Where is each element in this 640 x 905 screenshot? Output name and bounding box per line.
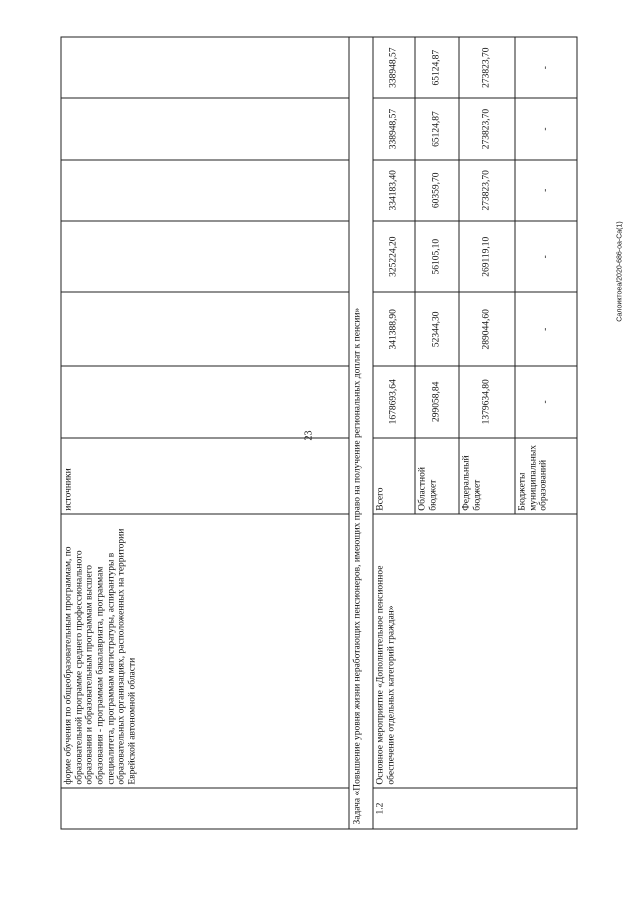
item-title: Основное мероприятие «Дополнительное пенсионное обеспечение отдельных категорий граждан» — [373, 514, 577, 788]
measure-description: форме обучения по общеобразовательным программам, по образовательной программе среднего профессионального образования и образовательным программам высшего образования - программам бакалавриата, программам специалитета, программам магистратуры, аспирантуры в образовательных организациях, расположенных на территории Еврейской автономной области — [61, 514, 349, 788]
funding-value: - — [515, 159, 577, 220]
empty-cell — [61, 159, 349, 220]
funding-value: 273823,70 — [459, 159, 515, 220]
document-code: Салоиктоеа/2020-686-оа-Ca(1) — [616, 221, 624, 322]
budget-table-container — [60, 36, 551, 829]
funding-source: Областной бюджет — [415, 437, 459, 514]
source-label: источники — [61, 437, 349, 514]
funding-value: 273823,70 — [459, 98, 515, 159]
funding-value: 56105,10 — [415, 220, 459, 292]
task-heading: Задача «Повышение уровня жизни неработающих пенсионеров, имеющих право на получение региональных доплат к пенсии» — [349, 37, 373, 829]
funding-value: 338948,57 — [373, 98, 415, 159]
table-row — [61, 37, 349, 829]
funding-value: 299058,84 — [415, 366, 459, 438]
empty-cell — [61, 292, 349, 366]
funding-value: - — [515, 220, 577, 292]
funding-source: Бюджеты муниципальных образований — [515, 437, 577, 514]
empty-cell — [61, 37, 349, 98]
page-number: 23 — [303, 430, 315, 441]
funding-value: 1678693,64 — [373, 366, 415, 438]
funding-value: 273823,70 — [459, 37, 515, 98]
funding-value: 269119,10 — [459, 220, 515, 292]
table-row — [373, 37, 415, 829]
budget-table — [60, 36, 577, 829]
funding-value: 52344,30 — [415, 292, 459, 366]
empty-cell — [61, 220, 349, 292]
funding-value: 334183,40 — [373, 159, 415, 220]
empty-cell — [61, 788, 349, 829]
funding-value: 65124,87 — [415, 37, 459, 98]
funding-value: 65124,87 — [415, 98, 459, 159]
funding-value: 338948,57 — [373, 37, 415, 98]
funding-value: - — [515, 37, 577, 98]
funding-value: 60359,70 — [415, 159, 459, 220]
funding-value: 325224,20 — [373, 220, 415, 292]
funding-value: - — [515, 292, 577, 366]
funding-source: Федеральный бюджет — [459, 437, 515, 514]
empty-cell — [61, 98, 349, 159]
task-row — [349, 37, 373, 829]
funding-value: - — [515, 98, 577, 159]
item-number: 1.2 — [373, 788, 577, 829]
empty-cell — [61, 366, 349, 438]
funding-value: 341388,90 — [373, 292, 415, 366]
funding-value: - — [515, 366, 577, 438]
funding-value: 1379634,80 — [459, 366, 515, 438]
funding-value: 289044,60 — [459, 292, 515, 366]
funding-source: Всего — [373, 437, 415, 514]
rotated-table-frame — [60, 36, 551, 829]
